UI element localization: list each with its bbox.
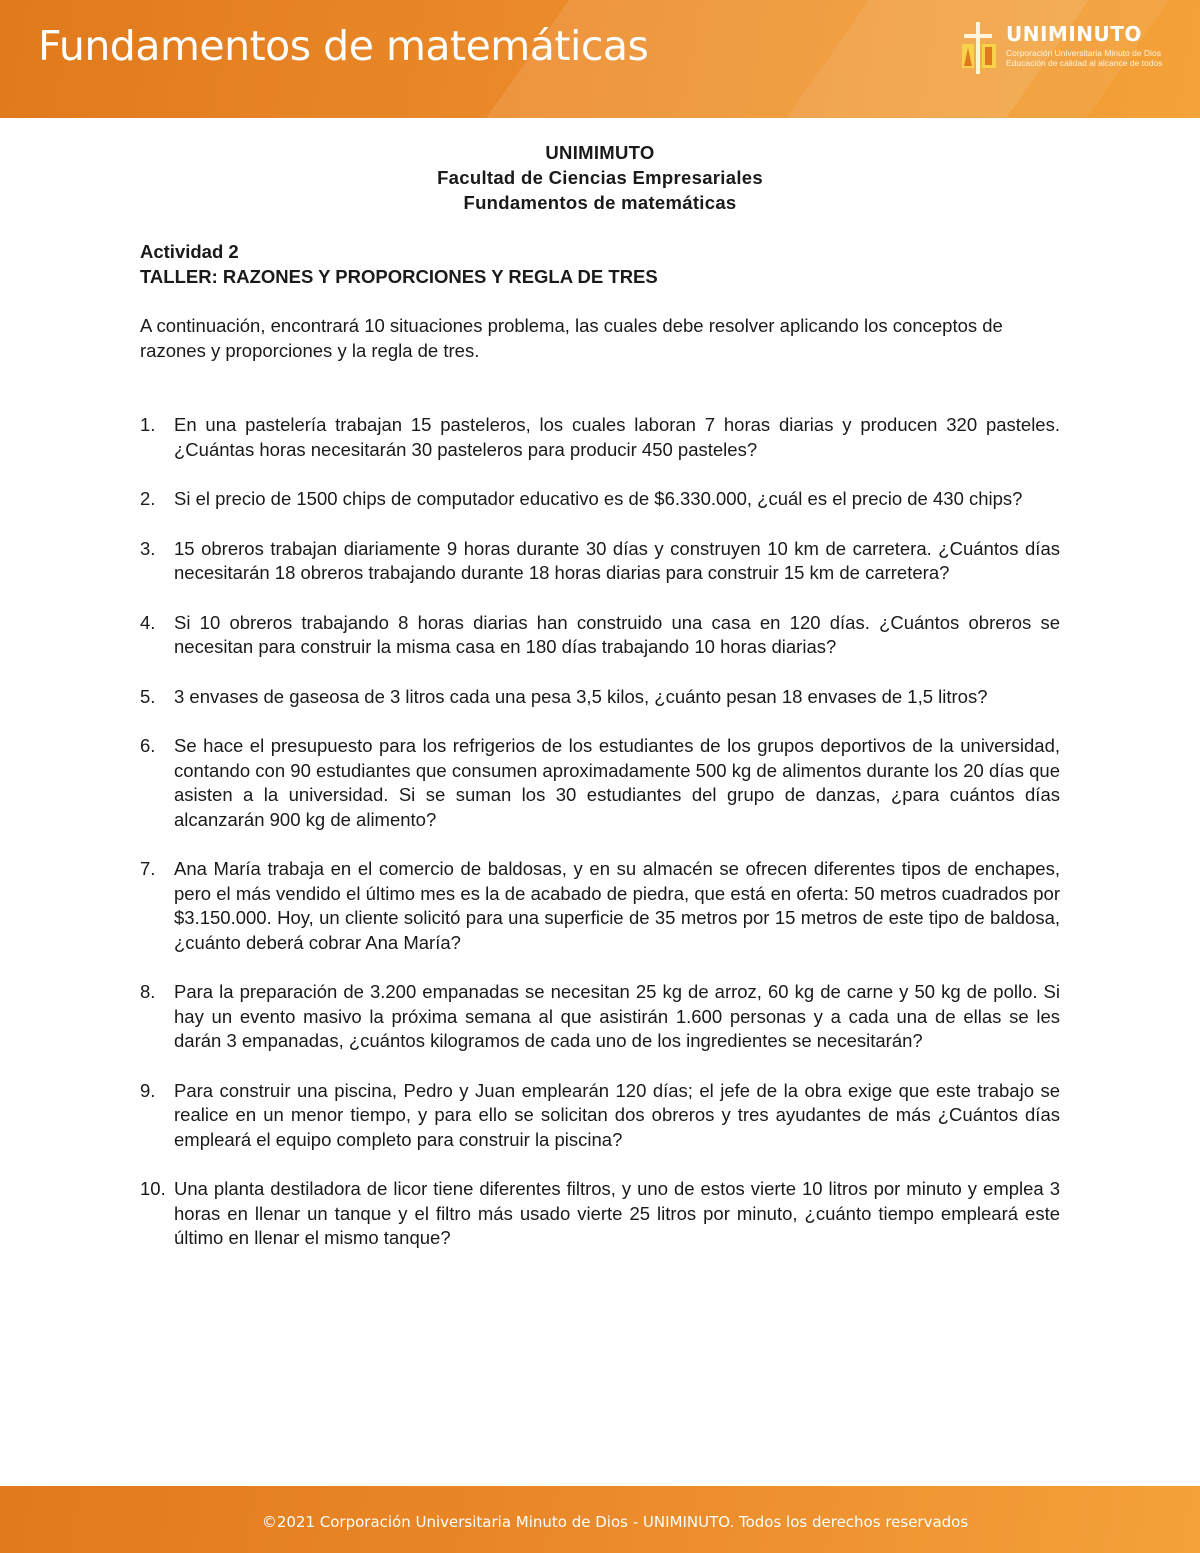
problem-item	[140, 685, 1060, 710]
problem-number: 3.	[140, 537, 156, 559]
header-band	[0, 0, 1200, 118]
problem-number: 6.	[140, 735, 156, 756]
problem-text: Para la preparación de 3.200 empanadas se necesitan 25 kg de arroz, 60 kg de carne y 50 kg de pollo. Si hay un evento masivo la próxima semana al que asistirán 1.600 personas y a cada una de ellas se les darán 3 empanadas, ¿cuántos kilogramos de cada uno de los ingredientes se necesitarán?	[174, 981, 1060, 1051]
problem-number: 2.	[140, 488, 156, 509]
document-heading	[0, 140, 1200, 215]
problem-item	[140, 734, 1060, 832]
course-name: Fundamentos de matemáticas	[463, 192, 737, 213]
problem-number: 8.	[140, 981, 156, 1002]
problem-number: 1.	[140, 414, 156, 435]
problem-text: Si el precio de 1500 chips de computador educativo es de $6.330.000, ¿cuál es el precio de 430 chips?	[174, 488, 1023, 509]
problem-text: 15 obreros trabajan diariamente 9 horas durante 30 días y construyen 10 km de carretera. ¿Cuántos días necesitarán 18 obreros trabajando durante 18 horas diarias para construir 15 km de carretera?	[174, 537, 1060, 583]
faculty-name: Facultad de Ciencias Empresariales	[437, 167, 763, 188]
problem-number: 5.	[140, 685, 156, 707]
intro-paragraph: A continuación, encontrará 10 situaciones problema, las cuales debe resolver aplicando los conceptos de razones y proporciones y la regla de tres.	[140, 315, 1003, 361]
problem-text: Una planta destiladora de licor tiene diferentes filtros, y uno de estos vierte 10 litros por minuto y emplea 3 horas en llenar un tanque y el filtro más usado vierte 25 litros por minuto, ¿cuánto tiempo empleará este último en llenar el mismo tanque?	[174, 1178, 1060, 1248]
activity-label: Actividad 2	[140, 241, 239, 262]
uniminuto-logo	[958, 20, 1163, 80]
activity-header	[140, 240, 1060, 289]
problem-number: 9.	[140, 1079, 156, 1101]
problem-item	[140, 611, 1060, 660]
uniminuto-logo-icon	[958, 20, 1000, 76]
problem-item	[140, 857, 1060, 955]
course-title: Fundamentos de matemáticas	[38, 22, 649, 70]
activity-title: TALLER: RAZONES Y PROPORCIONES Y REGLA DE TRES	[140, 265, 658, 287]
problem-text: Ana María trabaja en el comercio de baldosas, y en su almacén se ofrecen diferentes tipos de enchapes, pero el más vendido el último mes es la de acabado de piedra, que está en oferta: 50 metros cuadrados por $3.150.000. Hoy, un cliente solicitó para una superficie de 35 metros por 15 metros de este tipo de baldosa, ¿cuánto deberá cobrar Ana María?	[174, 858, 1060, 953]
problem-number: 4.	[140, 611, 156, 633]
problem-item	[140, 980, 1060, 1054]
logo-tagline: Educación de calidad al alcance de todos	[1006, 58, 1163, 68]
problem-list	[140, 413, 1060, 1276]
problem-text: 3 envases de gaseosa de 3 litros cada una pesa 3,5 kilos, ¿cuánto pesan 18 envases de 1,5 litros?	[174, 685, 988, 707]
logo-name: UNIMINUTO	[1006, 22, 1142, 46]
footer-band	[0, 1486, 1200, 1553]
problem-item	[140, 487, 1060, 512]
problem-text: Para construir una piscina, Pedro y Juan emplearán 120 días; el jefe de la obra exige que este trabajo se realice en un menor tiempo, y para ello se solicitan dos obreros y tres ayudantes de más ¿Cuántos días empleará el equipo completo para construir la piscina?	[174, 1079, 1060, 1150]
problem-item	[140, 413, 1060, 462]
problem-item	[140, 1177, 1060, 1251]
problem-text: Si 10 obreros trabajando 8 horas diarias han construido una casa en 120 días. ¿Cuántos obreros se necesitan para construir la misma casa en 180 días trabajando 10 horas diarias?	[174, 611, 1060, 657]
problem-text: Se hace el presupuesto para los refrigerios de los estudiantes de los grupos deportivos de la universidad, contando con 90 estudiantes que consumen aproximadamente 500 kg de alimentos durante los 20 días que asisten a la universidad. Si se suman los 30 estudiantes del grupo de danzas, ¿para cuántos días alcanzarán 900 kg de alimento?	[174, 735, 1060, 830]
copyright-notice: ©2021 Corporación Universitaria Minuto de Dios - UNIMINUTO. Todos los derechos reservados	[261, 1513, 969, 1531]
institution-name: UNIMIMUTO	[545, 142, 655, 163]
problem-text: En una pastelería trabajan 15 pasteleros, los cuales laboran 7 horas diarias y producen 320 pasteles. ¿Cuántas horas necesitarán 30 pasteleros para producir 450 pasteles?	[174, 414, 1060, 460]
problem-number: 7.	[140, 858, 156, 879]
problem-number: 10.	[140, 1178, 166, 1199]
problem-item	[140, 1079, 1060, 1153]
logo-subtitle: Corporación Universitaria Minuto de Dios	[1006, 48, 1161, 58]
problem-item	[140, 537, 1060, 586]
